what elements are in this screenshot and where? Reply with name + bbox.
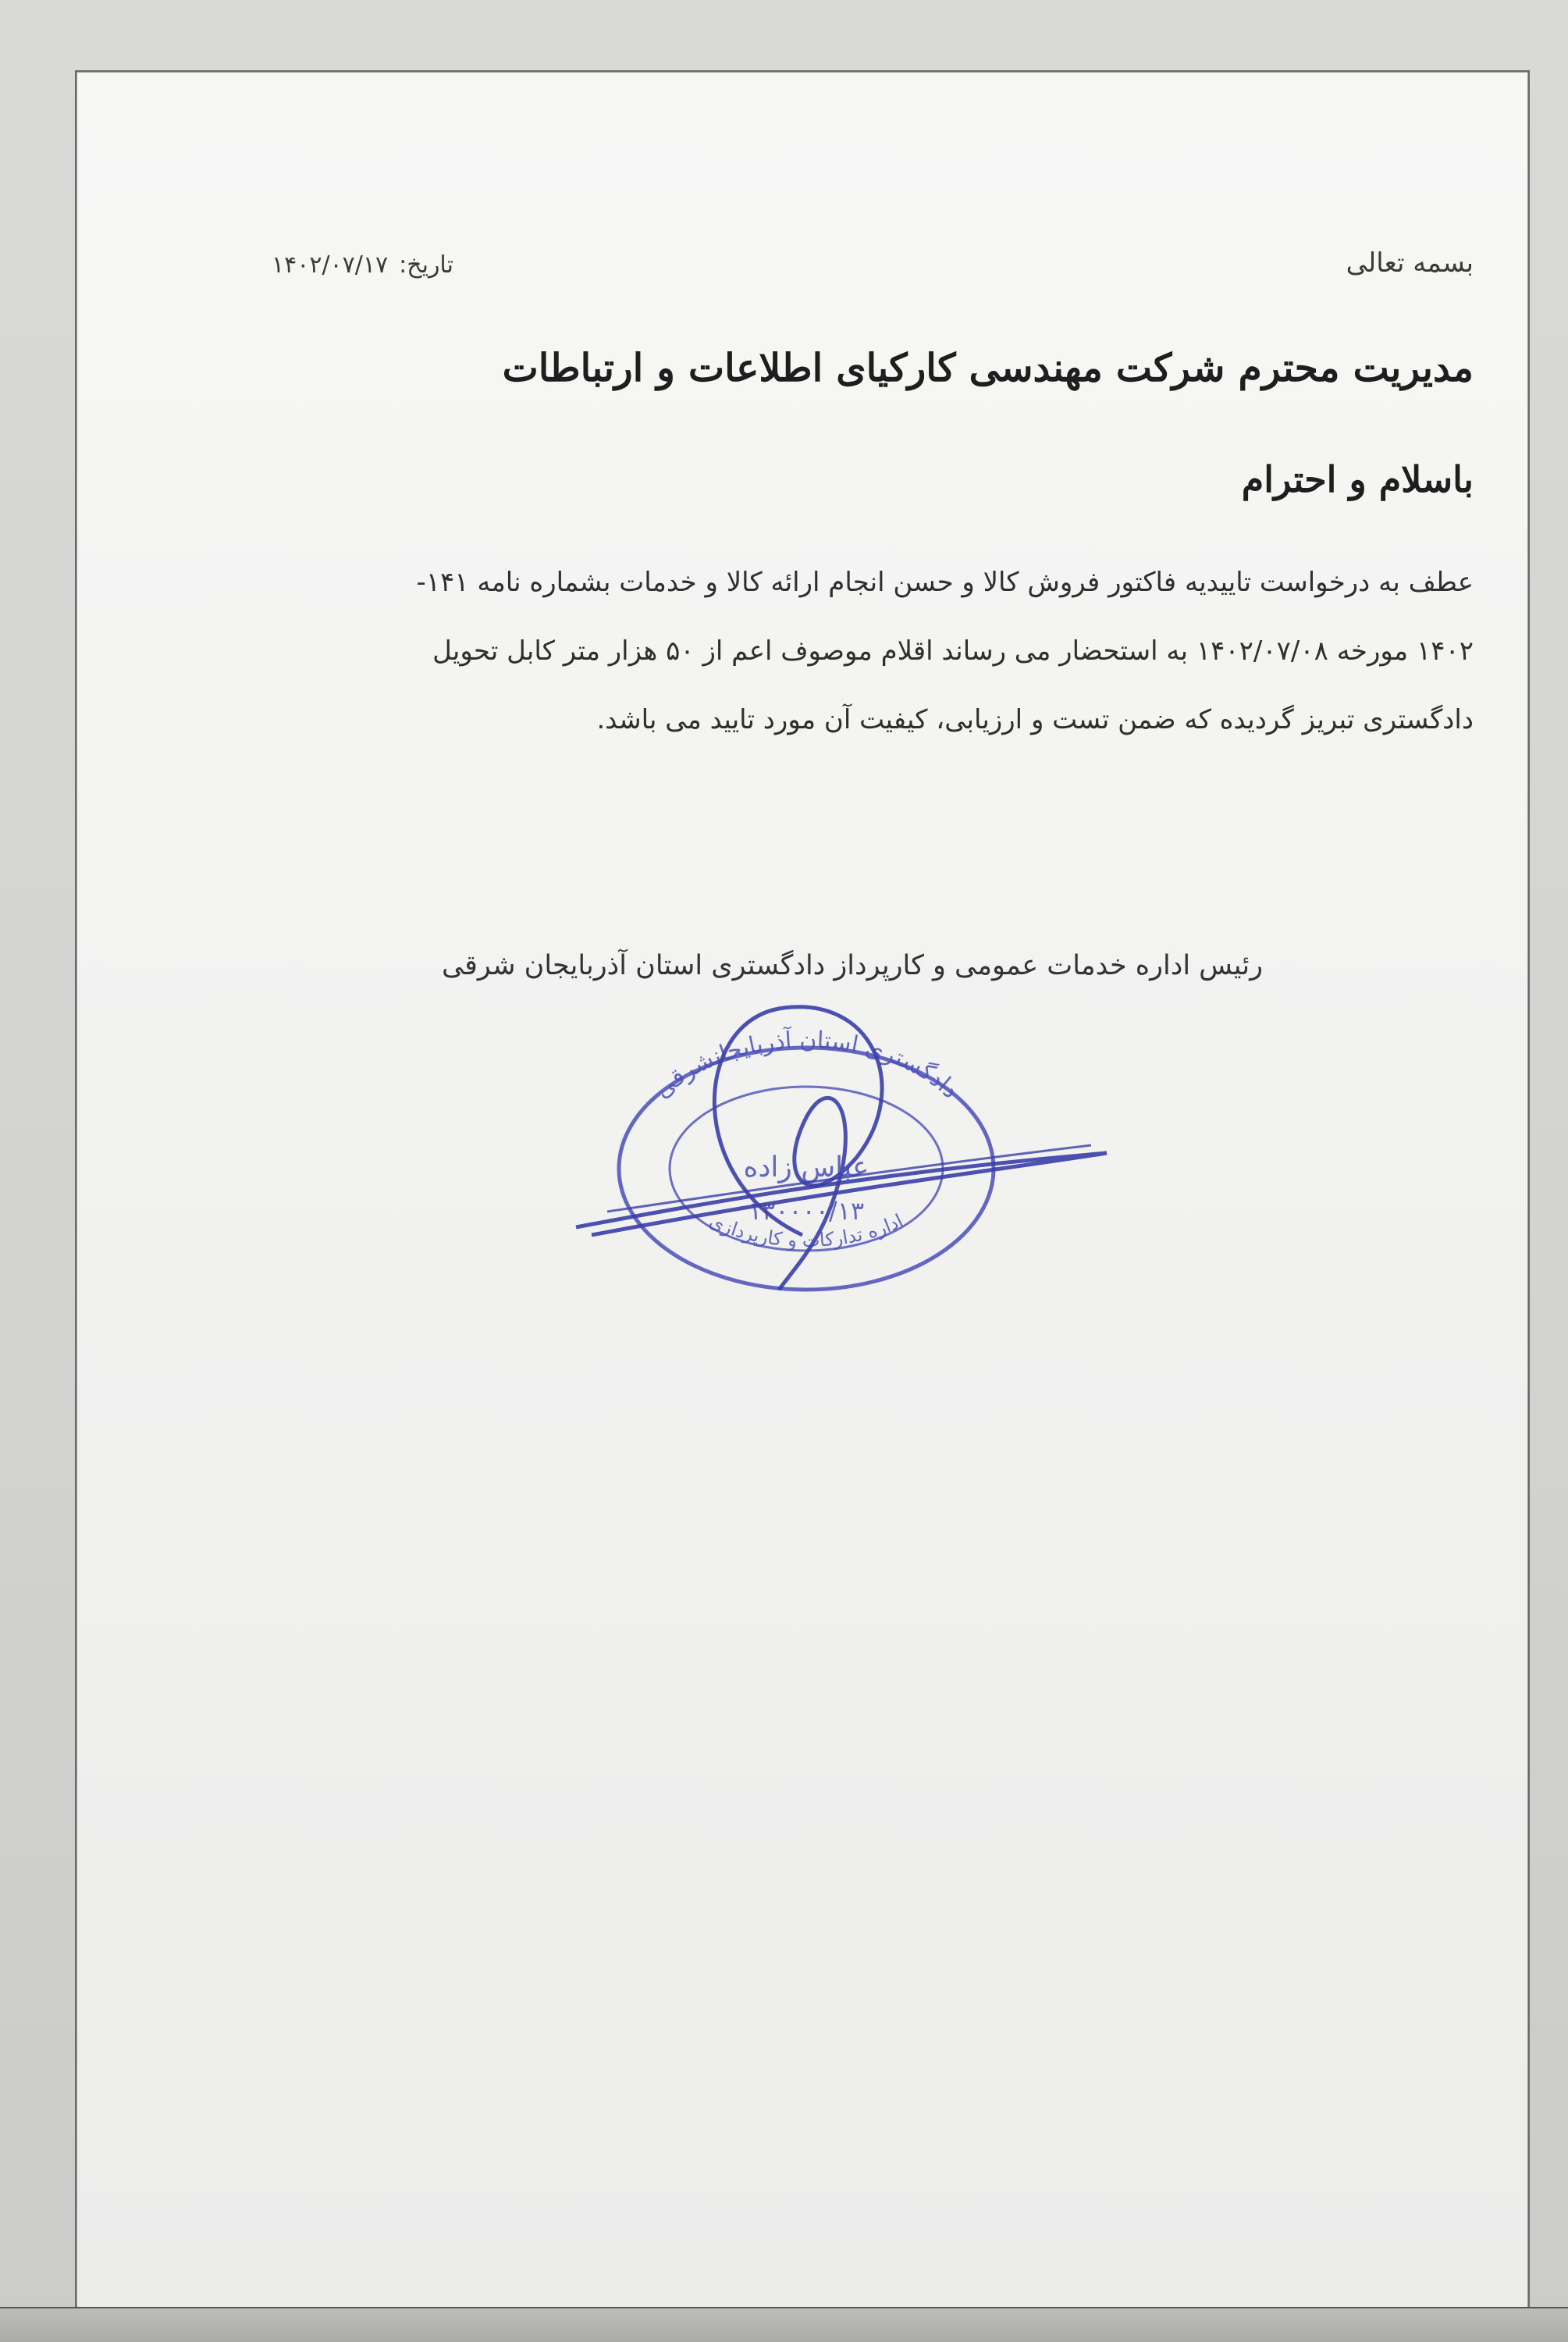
letter-body	[147, 548, 1474, 754]
body-line: ۱۴۰۲ مورخه ۱۴۰۲/۰۷/۰۸ به استحضار می رساند اقلام موصوف اعم از ۵۰ هزار متر کابل تحویل	[432, 635, 1474, 667]
stamp-number-text: ۱۳۰۰۰۰/۱۳	[748, 1196, 865, 1226]
stamp-bottom-text: اداره تدارکات و کارپردازی	[706, 1209, 907, 1252]
stamp-outer-text: دادگستری استان آذربایجانشرقی	[649, 1026, 964, 1105]
stamp-name-text: عباس زاده	[743, 1151, 869, 1183]
date-label: تاریخ:	[399, 251, 453, 279]
stamp-graphic	[545, 977, 1138, 1329]
salutation: باسلام و احترام	[1241, 458, 1474, 500]
date-value: ۱۴۰۲/۰۷/۱۷	[272, 251, 389, 279]
body-line: عطف به درخواست تاییدیه فاکتور فروش کالا و حسن انجام ارائه کالا و خدمات بشماره نامه ۱۴۱-	[416, 567, 1474, 598]
sheet-bottom-edge	[0, 2307, 1568, 2342]
recipient-heading: مدیریت محترم شرکت مهندسی کارکیای اطلاعات و ارتباطات	[502, 345, 1474, 390]
invocation-text: بسمه تعالی	[1346, 247, 1474, 279]
date-line	[272, 251, 453, 279]
letter-sheet	[75, 70, 1530, 2322]
official-stamp	[545, 977, 1138, 1329]
signatory-title: رئیس اداره خدمات عمومی و کارپرداز دادگستری استان آذربایجان شرقی	[442, 950, 1263, 981]
body-line: دادگستری تبریز گردیده که ضمن تست و ارزیابی، کیفیت آن مورد تایید می باشد.	[596, 704, 1474, 735]
